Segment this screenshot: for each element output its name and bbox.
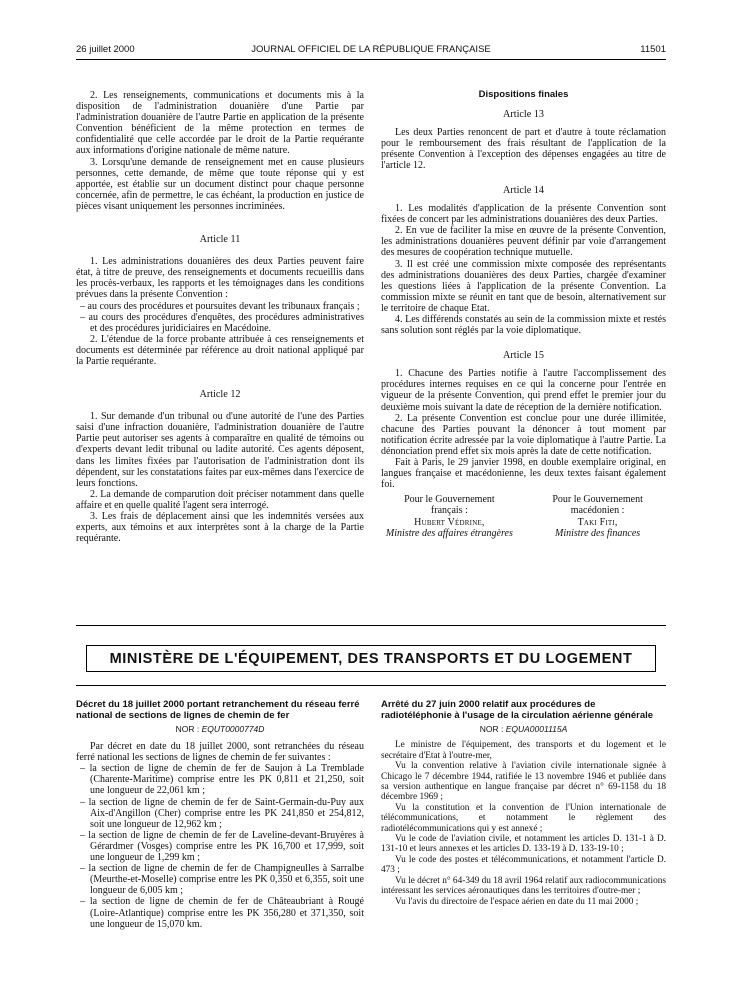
list-item: – la section de ligne de chemin de fer de Saujon à La Tremblade (Charente-Maritime) comprise entre les PK 0,811 et 21,250, soit une longueur de 22,061 km ; [80,763,364,797]
paragraph: 2. La présente Convention est conclue pour une durée illimitée, chacune des Parties pouvant la dénoncer à tout moment par notification écrite adressée par la voie diplomatique à l'autre Partie. La dénonciation prend effet six mois après la date de cette notification. [381,412,666,457]
paragraph: 3. Il est créé une commission mixte composée des représentants des administrations douanières des deux Parties, chargée d'examiner les questions liées à l'application de la présente Convention. La commission mixte se réunit en tant que de besoin, alternativement sur le territoire de chaque Etat. [381,258,666,314]
paragraph: Vu le décret n° 64-349 du 18 avril 1964 relatif aux radiocommunications intéressant les services aéronautiques dans les territoires d'outre-mer ; [381,875,666,897]
ministry-banner: MINISTÈRE DE L'ÉQUIPEMENT, DES TRANSPORTS ET DU LOGEMENT [86,645,656,672]
nor-code: EQUT0000774D [201,724,265,734]
paragraph: 2. L'étendue de la force probante attribuée à ces renseignements et documents est déterminée par référence au droit national appliqué par la Partie requérante. [76,333,364,367]
nor-reference [76,724,364,735]
signature-line: français : [430,505,468,517]
signature-macedonia [529,494,666,538]
order-title: Arrêté du 27 juin 2000 relatif aux procédures de radiotéléphonie à l'usage de la circulation aérienne générale [381,699,654,721]
list-item: – la section de ligne de chemin de fer de Champigneulles à Sarralbe (Meurthe-et-Moselle) comprise entre les PK 0,350 et 6,355, soit une longueur de 6,005 km ; [80,863,364,897]
paragraph: 1. Les administrations douanières des deux Parties peuvent faire état, à titre de preuve, des renseignements et documents recueillis dans les procès-verbaux, les rapports et les témoignages dans les conditions prévues dans la présente Convention : [76,256,364,301]
paragraph: Les deux Parties renoncent de part et d'autre à toute réclamation pour le remboursement des frais résultant de l'application de la présente Convention à l'exception des dépenses engagées au titre de l'article 12. [381,126,666,171]
signature-line: Pour le Gouvernement [404,494,495,506]
journal-title: JOURNAL OFFICIEL DE LA RÉPUBLIQUE FRANÇAISE [251,44,491,55]
paragraph: 2. Les renseignements, communications et documents mis à la disposition de l'administration douanière d'une Partie par l'administration douanière de l'autre Partie en application de la présente Convention bénéficient de la même protection en termes de confidentialité que celle accordée par le droit de la Partie requérante aux informations d'origine nationale de même nature. [76,90,364,157]
page-header [76,44,666,58]
paragraph: 4. Les différends constatés au sein de la commission mixte et restés sans solution sont réglés par la voie diplomatique. [381,314,666,337]
nor-code: EQUA0001115A [505,724,568,734]
list-item: – au cours des procédures d'enquêtes, des procédures administratives et des procédures juridiciaires en Macédoine. [80,311,364,334]
decree-title: Décret du 18 juillet 2000 portant retranchement du réseau ferré national de sections de lignes de chemin de fer [76,699,360,721]
signatory-title: Ministre des affaires étrangères [385,527,513,539]
article-12-title: Article 12 [199,389,241,401]
article-15-title: Article 15 [502,350,545,362]
nor-reference [381,724,666,734]
paragraph: 1. Chacune des Parties notifie à l'autre l'accomplissement des procédures internes requises en ce qui la concerne pour l'entrée en vigueur de la présente Convention, qui prend effet le premier jour du deuxième mois suivant la date de réception de la dernière notification. [381,368,666,413]
section-rule [76,625,666,626]
nor-label: NOR : [175,724,200,734]
right-column-top [381,90,666,539]
article-11-title: Article 11 [199,234,241,246]
article-14-title: Article 14 [502,184,545,196]
page-number: 11501 [640,44,666,55]
paragraph: 2. En vue de faciliter la mise en œuvre de la présente Convention, les administrations douanières peuvent définir par voie d'arrangement des mesures de coopération technique mutuelle. [381,225,666,259]
list-item: – la section de ligne de chemin de fer de Laveline-devant-Bruyères à Gérardmer (Vosges) comprise entre les PK 16,700 et 17,999, soit une longueur de 1,299 km ; [80,829,364,864]
paragraph: 2. La demande de comparution doit préciser notamment dans quelle affaire et en quelle qualité l'agent sera interrogé. [76,488,364,511]
paragraph: Vu le code de l'aviation civile, et notamment les articles D. 131-1 à D. 131-10 et leurs annexes et les articles D. 133-19 à D. 133-19-10 ; [381,834,666,855]
left-column-top [76,90,364,544]
nor-label: NOR : [479,724,504,734]
paragraph: Vu la convention relative à l'aviation civile internationale signée à Chicago le 7 décembre 1944, ratifiée le 13 novembre 1946 et publiée dans sa version authentique en langue française par décret n° 69-1158 du 18 décembre 1969 ; [381,761,666,803]
paragraph: Vu le code des postes et télécommunications, et notamment l'article D. 473 ; [381,854,666,876]
paragraph: 3. Les frais de déplacement ainsi que les indemnités versées aux experts, aux témoins et aux interprètes sont à la charge de la Partie requérante. [76,511,364,545]
signatures [381,494,666,538]
section-title: Dispositions finales [478,89,569,100]
list-item: – la section de ligne de chemin de fer de Saint-Germain-du-Puy aux Aix-d'Angillon (Cher) comprise entre les PK 241,850 et 254,812, soit une longueur de 12,962 km ; [80,796,364,830]
paragraph: 1. Sur demande d'un tribunal ou d'une autorité de l'une des Parties saisi d'une infraction douanière, l'administration douanière de l'autre Partie peut autoriser ses agents à comparaître en qualité de témoins ou d'experts devant ledit tribunal ou ladite autorité. Ces agents déposent, dans les limites fixées par l'autorisation de l'administration dont ils dépendent, sur les constatations faites par eux-mêmes dans l'exercice de leurs fonctions. [76,411,364,489]
section-rule [76,685,666,686]
paragraph: 1. Les modalités d'application de la présente Convention sont fixées de concert par les administrations douanières des deux Parties. [381,203,666,226]
header-rule [76,59,666,60]
paragraph: Vu l'avis du directoire de l'espace aérien en date du 11 mai 2000 ; [395,896,639,907]
list-item: – la section de ligne de chemin de fer de Châteaubriant à Rougé (Loire-Atlantique) comprise entre les PK 356,280 et 371,350, soit une longueur de 15,070 km. [80,896,364,930]
paragraph: Le ministre de l'équipement, des transports et du logement et le secrétaire d'Etat à l'outre-mer, [381,740,666,761]
paragraph: Vu la constitution et la convention de l'Union internationale de télécommunications, et notamment le règlement des radiotélécommunications qui y est annexé ; [381,802,666,834]
signatory-name: Hubert Védrine, [414,516,485,528]
signature-france [381,494,518,538]
signatory-title: Ministre des finances [555,527,641,539]
signature-line: macédonien : [570,505,625,517]
list-item: – au cours des procédures et poursuites devant les tribunaux français ; [80,300,360,312]
left-column-bottom [76,700,364,930]
issue-date: 26 juillet 2000 [76,44,135,55]
paragraph: Par décret en date du 18 juillet 2000, sont retranchées du réseau ferré national les sections de lignes de chemin de fer suivantes : [76,741,364,764]
right-column-bottom [381,700,666,907]
paragraph: 3. Lorsqu'une demande de renseignement met en cause plusieurs personnes, cette demande, de même que toute réponse qui y est apportée, est établie sur un document distinct pour chaque personne concernée, afin de permettre, le cas échéant, la production en justice de pièces visant uniquement les personnes incriminées. [76,156,364,212]
article-13-title: Article 13 [502,108,545,120]
paragraph: Fait à Paris, le 29 janvier 1998, en double exemplaire original, en langues française et macédonienne, les deux textes faisant également foi. [381,457,666,491]
signature-line: Pour le Gouvernement [552,494,643,506]
signatory-name: Taki Fiti, [577,516,618,528]
